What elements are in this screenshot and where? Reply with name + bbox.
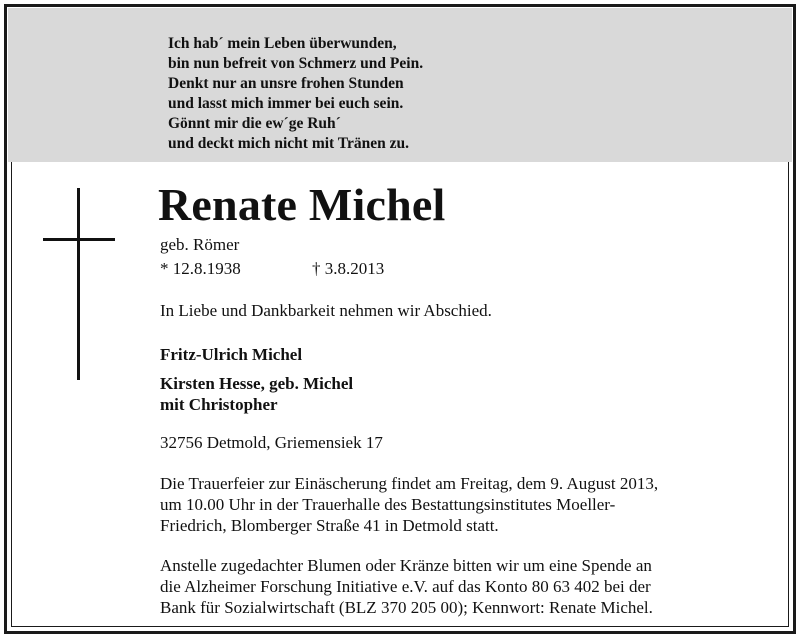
donation-notice: [160, 555, 760, 618]
poem-band: [8, 8, 792, 162]
poem-line: Denkt nur an unsre frohen Stunden: [168, 75, 404, 92]
deceased-name: Renate Michel: [158, 179, 446, 230]
poem: [168, 34, 423, 154]
ceremony-line: Friedrich, Blomberger Straße 41 in Detmold statt.: [160, 516, 499, 535]
poem-line: und lasst mich immer bei euch sein.: [168, 95, 404, 112]
ceremony-line: Die Trauerfeier zur Einäscherung findet am Freitag, dem 9. August 2013,: [160, 474, 659, 493]
poem-line: Ich hab´ mein Leben überwunden,: [168, 35, 397, 52]
mourner-name: Kirsten Hesse, geb. Michel: [160, 374, 354, 393]
poem-line: und deckt mich nicht mit Tränen zu.: [168, 135, 409, 152]
family-address: 32756 Detmold, Griemensiek 17: [160, 433, 383, 452]
mourner-name: Fritz-Ulrich Michel: [160, 345, 303, 364]
ceremony-line: um 10.00 Uhr in der Trauerhalle des Bestattungsinstitutes Moeller-: [160, 495, 616, 514]
donation-line: die Alzheimer Forschung Initiative e.V. auf das Konto 80 63 402 bei der: [160, 577, 651, 596]
latin-cross-icon: [43, 188, 115, 380]
farewell-text: In Liebe und Dankbarkeit nehmen wir Abschied.: [160, 301, 492, 320]
birth-date: * 12.8.1938: [160, 259, 241, 278]
poem-line: Gönnt mir die ew´ge Ruh´: [168, 115, 341, 132]
maiden-name: geb. Römer: [160, 235, 240, 254]
poem-line: bin nun befreit von Schmerz und Pein.: [168, 55, 424, 72]
donation-line: Bank für Sozialwirtschaft (BLZ 370 205 00); Kennwort: Renate Michel.: [160, 598, 653, 617]
death-date: † 3.8.2013: [312, 259, 385, 278]
ceremony-notice: [160, 473, 760, 536]
mourner-name: mit Christopher: [160, 395, 278, 414]
donation-line: Anstelle zugedachter Blumen oder Kränze bitten wir um eine Spende an: [160, 556, 652, 575]
